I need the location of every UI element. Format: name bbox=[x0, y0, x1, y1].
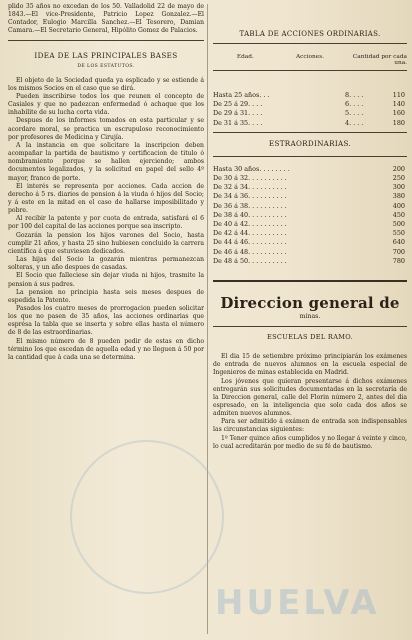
right-column bbox=[213, 0, 407, 640]
table-row: De 32 á 34. . . . . . . . . . 300 bbox=[213, 183, 405, 192]
header-acciones: Acciones. bbox=[296, 54, 325, 60]
table-row: De 44 á 46. . . . . . . . . . 640 bbox=[213, 238, 405, 247]
table-row: De 34 á 36. . . . . . . . . . 380 bbox=[213, 192, 405, 201]
table-row: De 25 á 29. . . . 6. . . . 140 bbox=[213, 100, 405, 109]
table-row: De 29 á 31. . . . 5. . . . 160 bbox=[213, 109, 405, 118]
table-rule-top bbox=[213, 43, 407, 44]
table-row: De 30 á 32. . . . . . . . . . 250 bbox=[213, 174, 405, 183]
table-title: TABLA DE ACCIONES ORDINARIAS. bbox=[239, 30, 381, 38]
extra-rule bbox=[213, 132, 407, 133]
paragraph-12: El mismo número de 8 pueden pedir de estas en dicho término los que escedan de aquella edad y no lleguen á 50 por la cantidad que á cada una se determina. bbox=[8, 337, 204, 361]
headline-title: Direccion general de bbox=[220, 294, 400, 313]
estraordinarias-table bbox=[213, 165, 407, 266]
paragraph-8: Las hijas del Socio la gozarán mientras permanezcan solteras, y un año despues de casadas. bbox=[8, 256, 204, 272]
extra-rule-2 bbox=[213, 156, 407, 157]
table-row: De 38 á 40. . . . . . . . . . 450 bbox=[213, 210, 405, 219]
paragraph-3: Despues de los informes tomados en esta particular y se acordare moral, se practica un escrupuloso reconocimiento por profesores de Medicina y Cirujía. bbox=[8, 117, 204, 141]
headline-caption: minas. bbox=[299, 313, 321, 321]
top-paragraph: plido 35 años no excedan de los 50. Valladolid 22 de mayo de 1843.—El vice-Presidente, Patricio Lopez Gonzalez.—El Contador, Eulogio Marcilla Sanchez.—El Tesorero, Damian Camara.—El Secretario General, Hipólito Gomez de Palacios. bbox=[8, 3, 204, 35]
right-paragraph-1: El dia 15 de setiembre próximo principiarán los exámenes de entrada de nuevos alumnos en la escuela especial de Ingenieros de minas establecida en Madrid. bbox=[213, 353, 407, 377]
section-rule bbox=[8, 40, 204, 41]
table-row: De 31 á 35. . . . 4. . . . 180 bbox=[213, 118, 405, 127]
library-stamp bbox=[70, 440, 224, 594]
table-rule-mid bbox=[213, 70, 407, 71]
paragraph-2: Pueden inscribirse todos los que reunen el concepto de Casiales y que no padezcan enfermedad ó achaque que los inhabilite de su lucha corta vida. bbox=[8, 92, 204, 117]
right-paragraph-4: 1º Tener quince años cumplidos y no llegar á veinte y cinco, lo cual acreditarán por medio de su fé de bautismo. bbox=[213, 434, 407, 450]
paragraph-7: Gozarán la pension los hijos varones del Socio, hasta cumplir 21 años, y hasta 25 sino hubiesen concluido la carrera científica á que estuviesen dedicados. bbox=[8, 231, 204, 255]
table-row: De 48 á 50. . . . . . . . . . 780 bbox=[213, 256, 405, 265]
table-row: De 36 á 38. . . . . . . . . . 400 bbox=[213, 201, 405, 210]
escuelas-title: ESCUELAS DEL RAMO. bbox=[266, 333, 354, 342]
header-edad: Edad. bbox=[236, 54, 254, 60]
watermark-text: HUELVA bbox=[215, 583, 380, 623]
double-rule bbox=[213, 280, 407, 282]
paragraph-1: El objeto de la Sociedad queda ya esplicado y se estiende á los mismos Socios en el caso que se dirá. bbox=[8, 76, 204, 92]
paragraph-4: A la instancia en que solicitare la inscripcion deben acompañar la partida de bautismo y certificacion de titulo ó nombramiento porque se hallen ejerciendo; ambos documentos legalizados, y la solicitud en papel del sello 4º mayor, franco de porte. bbox=[8, 141, 204, 182]
right-paragraph-2: Los jóvenes que quieran presentarse á dichos exámenes entregarán sus solicitudes documentadas en la secretaría de la Direccion general, calle del Florin número 2, antes del dia espresado, en la inteligencia que solo cada dos años se admiten nuevos alumnos. bbox=[213, 377, 407, 418]
ordinarias-table bbox=[213, 91, 407, 128]
paragraph-11: Pasados los cuatro meses de prorrogacion pueden solicitar los que no pasen de 35 años, las acciones ordinarias que esprésa la tabla que se inserta y sobre ellas hasta el número de 8 de las estraordinarias. bbox=[8, 305, 204, 337]
table-row: De 46 á 48. . . . . . . . . . 700 bbox=[213, 247, 405, 256]
right-paragraph-3: Para ser admitido á exámen de entrada son indispensables las circunstancias siguientes: bbox=[213, 418, 407, 434]
header-cantidad: Cantidad por cada una. bbox=[352, 54, 407, 66]
table-row: De 42 á 44. . . . . . . . . . 550 bbox=[213, 229, 405, 238]
section-title: IDEA DE LAS PRINCIPALES BASES bbox=[34, 50, 178, 60]
headline-rule bbox=[213, 326, 407, 327]
paragraph-5: El interés se representa por acciones. Cada accion de derecho á 5 rs. diarios de pension á la viuda ó hijos del Socio; y á este en la mitad en el caso de hallarse imposibilitado y pobre. bbox=[8, 182, 204, 215]
paragraph-6: Al recibir la patente y por cuota de entrada, satisfará el 6 por 100 del capital de las acciones porque sea inscripto. bbox=[8, 215, 204, 231]
table-header bbox=[213, 54, 407, 66]
estraordinarias-title: ESTRAORDINARIAS. bbox=[268, 138, 352, 148]
table-row: De 40 á 42. . . . . . . . . . 500 bbox=[213, 220, 405, 229]
table-row: Hasta 25 años. . . 8. . . . 110 bbox=[213, 91, 405, 99]
section-subtitle: DE LOS ESTATUTOS. bbox=[77, 63, 135, 69]
paragraph-9: El Socio que falleciese sin dejar viuda ni hijos, trasmite la pension á sus padres. bbox=[8, 272, 204, 288]
table-row: Hasta 30 años. . . . . . . . 200 bbox=[213, 164, 405, 173]
paragraph-10: La pension no principia hasta seis meses despues de espedida la Patente. bbox=[8, 288, 204, 304]
